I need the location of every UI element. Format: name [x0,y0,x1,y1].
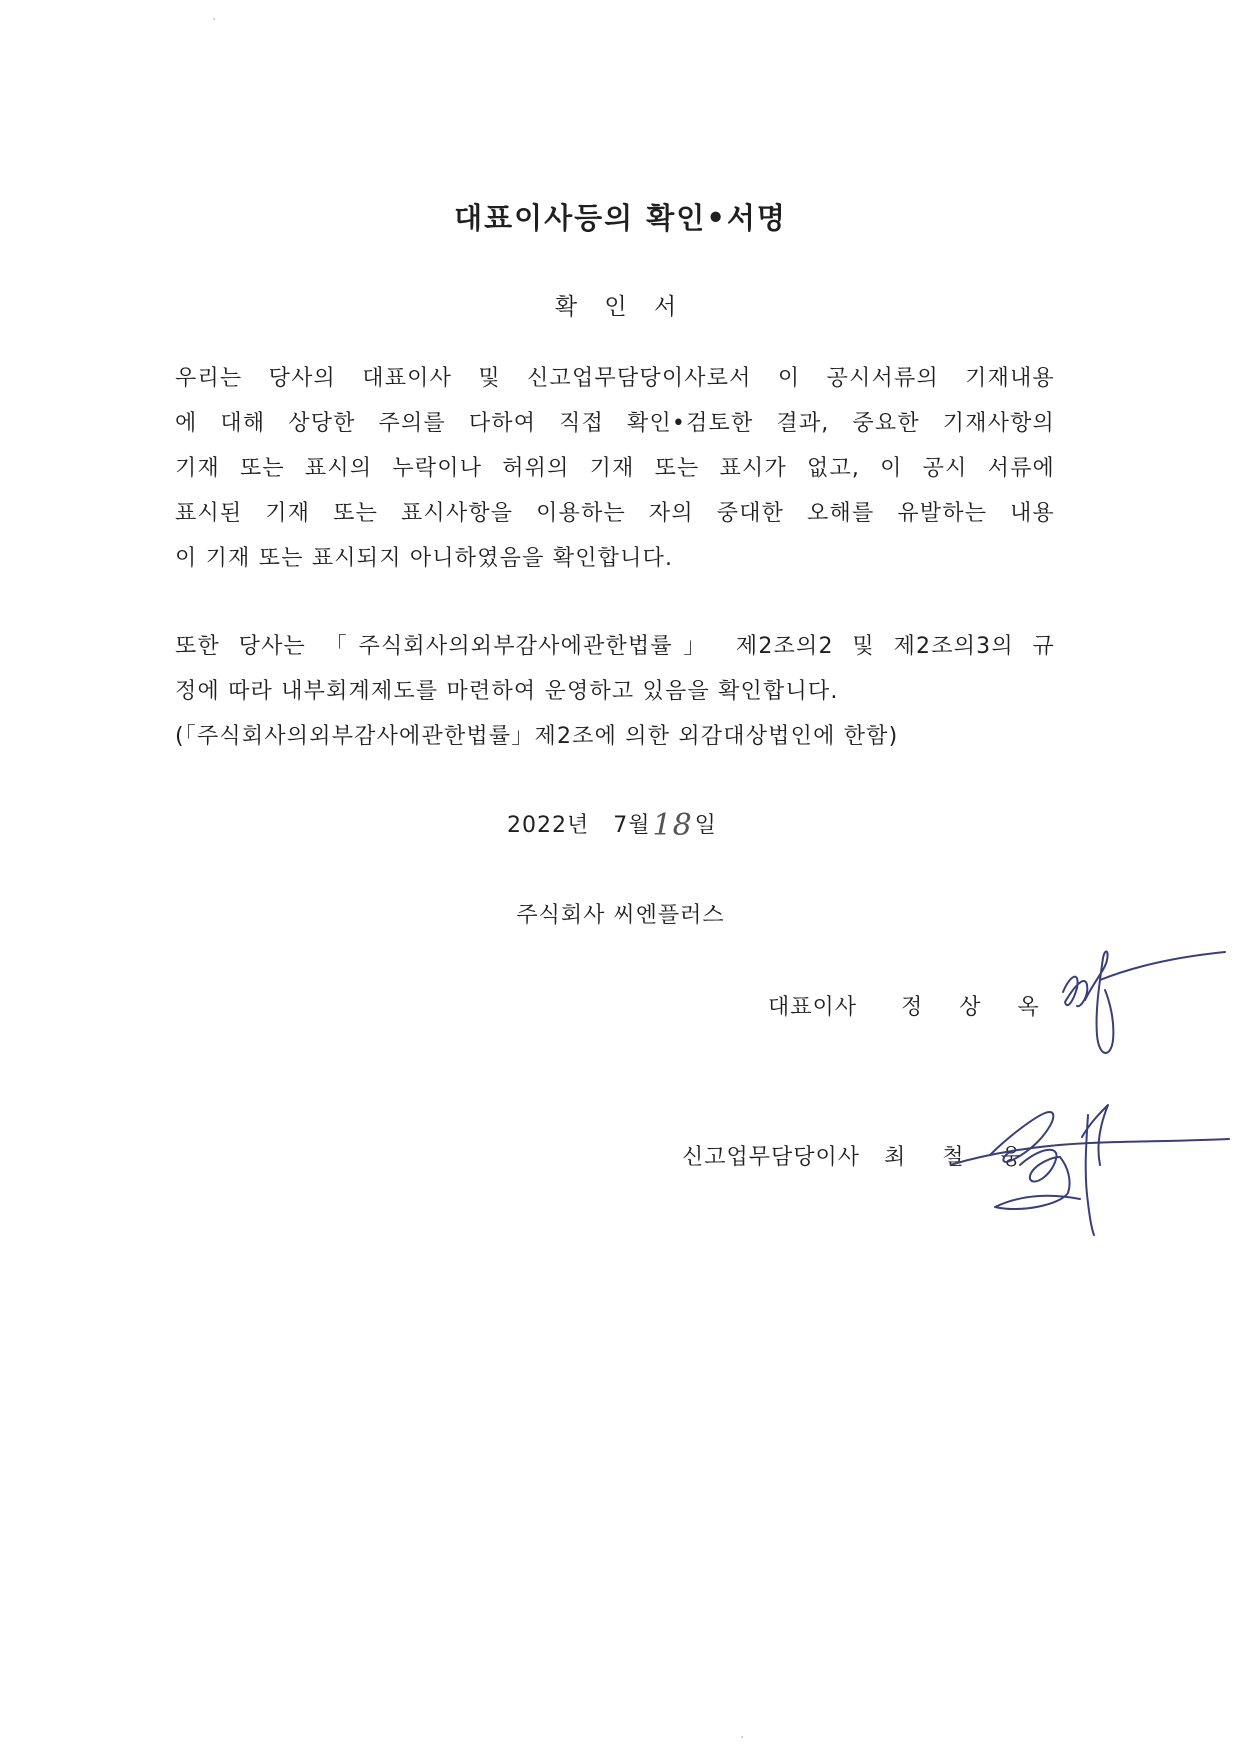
document-date [507,808,717,843]
company-name: 주식회사 씨엔플러스 [516,903,725,928]
signer-name-char: 웅 [1000,1145,1023,1170]
paragraph-line: 이 기재 또는 표시되지 아니하였음을 확인합니다. [175,546,674,571]
date-day-suffix: 일 [694,813,717,838]
paragraph-line: 표시된 기재 또는 표시사항을 이용하는 자의 중대한 오해를 유발하는 내용 [175,501,1055,526]
document-subtitle: 확 인 서 [554,294,687,320]
paragraph-line: 기재 또는 표시의 누락이나 허위의 기재 또는 표시가 없고, 이 공시 서류에 [175,456,1055,481]
paragraph-line: 정에 따라 내부회계제도를 마련하여 운영하고 있음을 확인합니다. [175,679,839,704]
signer-name-char: 최 [884,1145,907,1170]
signer-role: 신고업무담당이사 [682,1145,861,1170]
signer-name-char: 정 [901,995,924,1020]
paragraph-line: 또한 당사는 「주식회사의외부감사에관한법률」 제2조의2 및 제2조의3의 규 [175,634,1055,659]
date-year: 2022년 [507,813,590,838]
date-day-handwritten: 18 [652,808,693,843]
date-month: 7월 [613,813,651,838]
paragraph-line: (「주식회사의외부감사에관한법률」제2조에 의한 외감대상법인에 한함) [175,724,899,749]
signer-ceo [768,990,1040,1021]
signer-name-char: 상 [959,995,982,1020]
paragraph-line: 에 대해 상당한 주의를 다하여 직접 확인•검토한 결과, 중요한 기재사항의 [175,411,1055,436]
signer-role: 대표이사 [768,995,858,1020]
ceo-signature-image [1055,940,1230,1065]
document-title: 대표이사등의 확인•서명 [454,201,787,235]
signer-name-char: 옥 [1017,995,1040,1020]
scan-speck: · [740,1730,745,1746]
cfo-signature-image [950,1095,1230,1240]
internal-control-paragraph [175,624,1055,759]
paragraph-line: 우리는 당사의 대표이사 및 신고업무담당이사로서 이 공시서류의 기재내용 [175,366,1055,391]
signer-name-char: 철 [942,1145,965,1170]
confirmation-paragraph [175,356,1055,581]
scan-speck: · [212,12,217,28]
